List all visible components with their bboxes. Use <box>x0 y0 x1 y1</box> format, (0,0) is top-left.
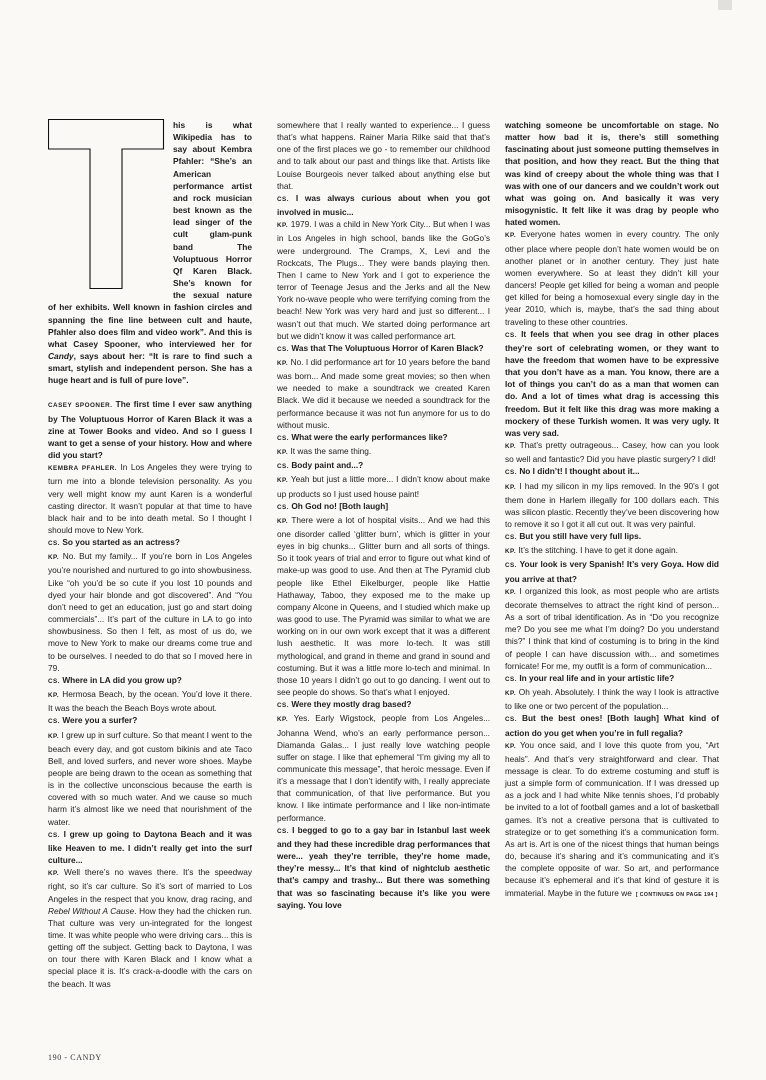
answer: KEMBRA PFAHLER. In Los Angeles they were trying to turn me into a blonde television personality. As you very well might know my aunt Karen is a wonderful casting director. It wasn’t popular at that time to have black hair and to be into death metal. So I thought I should move to New York. <box>48 462 252 535</box>
speaker-tag-cs: CASEY SPOONER. <box>48 402 113 410</box>
answer: KP. I organized this look, as most people who are artists decorate themselves to attract the right kind of person... As a sort of tribal identification. As in “Do you recognize me? Do you see me what I’m doing? Do you understand this?” I think that kind of costuming is to bring in the kind of people I can have discussion with... and sometimes fornicate! For me, my outfit is a form of communication... <box>505 585 719 671</box>
intro-magazine-name: Candy <box>48 350 74 361</box>
column-3 <box>505 119 719 901</box>
column-2 <box>277 119 490 911</box>
drop-cap-t <box>48 119 168 289</box>
answer: KP. It was the same thing. <box>277 446 372 457</box>
question: CS. Were they mostly drag based? <box>277 699 412 710</box>
question: CS. It feels that when you see drag in other places they’re sort of celebrating women, or they want to have the freedom that women have to be expressive that you don’t have as a man. You know, there are a lot of things you can’t do as a man that women can do. And a lot of times what drag is accessing this freedom. But it felt like this drag was more making a mockery of these Turkish women. It was very ugly. It was very sad. <box>505 328 719 438</box>
answer: KP. Oh yeah. Absolutely. I think the way I look is attractive to like one or two percent of the population... <box>505 687 719 712</box>
answer: KP. Yeah but just a little more... I didn’t know about make up products so I just used house paint! <box>277 474 491 499</box>
question: CS. What were the early performances like? <box>277 431 448 442</box>
question: CS. I was always curious about when you got involved in music... <box>277 192 490 218</box>
page-folio: 190 - CANDY <box>48 1053 102 1062</box>
question: CS. Were you a surfer? <box>48 715 138 726</box>
question: CS. But you still have very full lips. <box>505 531 642 542</box>
answer-continued: somewhere that I really wanted to experience... I guess that’s what happens. Rainer Maria Rilke said that that’s one of the first places we go - to remember our childhood and to talk about our past and things like that. Artists like Louise Bourgeois never talked about anything else but that. <box>277 120 490 191</box>
speaker-tag-kp: KEMBRA PFAHLER. <box>48 465 117 473</box>
question: CS. Oh God no! [Both laugh] <box>277 500 389 511</box>
column-1 <box>48 119 252 990</box>
answer: KP. There were a lot of hospital visits... And we had this one disorder called ‘glitter burn’, which is glitter in your eyes in big chunks... Glitter burn and all sorts of things. So it took years of trial and error to figure out what kind of make-up was good to use. And then at The Pyramid club people like Ethel Eikelburger, people like Hattie Hathaway, Taboo, they exposed me to the make up company Alcone in Queens, and I studied which make up was good to use. The Pyramid was similar to what we are working on in our own work except that it was a different lush aesthetic. It was more lo-tech. It was still mythological, and grand in theme and grand in sound and costuming. But it was a little more lo-tech and minimal. In those 10 years I didn’t go out to go dancing. I went out to see people do shows. So that’s what I enjoyed. <box>277 514 491 698</box>
question: CS. I begged to go to a gay bar in Istanbul last week and they had these incredible drag performances that were... yeah they’re terrible, they’re home made, they’re messy... It’s that kind of nightclub aesthetic that’s campy and trashy... But there was something that was so fascinating because it’s like you were saying. You love <box>277 824 490 910</box>
drop-cap <box>48 119 168 289</box>
question-continued: watching someone be uncomfortable on stage. No matter how bad it is, there’s still something fascinating about just someone putting themselves in that position, and how they react. But the thing that was kind of creepy about the whole thing was that I was with one of our dancers and we couldn’t work out what was going on. And basically it was very misogynistic. It felt like it was drag by people who hated women. <box>505 120 719 228</box>
answer: KP. I grew up in surf culture. So that meant I went to the beach every day, and got custom bikinis and ate Taco Bell, and loved surfers, and never wore shoes. Maybe people are being drawn to the ocean as something that is in the collective unconscious because the earth is covered with so much water. And we cause so much harm it’s almost like we need that nourishment of the water. <box>48 729 252 827</box>
corner-mark <box>718 0 732 10</box>
answer: KP. Hermosa Beach, by the ocean. You’d love it there. It was the beach the Beach Boys wrote about. <box>48 689 252 714</box>
question: CS. But the best ones! [Both laugh] What kind of action do you get when you’re in full regalia? <box>505 713 719 738</box>
intro-text-a: his is what Wikipedia has to say about Kembra Pfahler: “She’s an American performance artist and rock musician best known as the lead singer of the cult glam-punk band The Voluptuous Horror Qf Karen Black. She’s known for the sexual nature of her exhibits. Well known in fashion circles and spanning the fine line between cult and haute, Pfahler also does film and video work”. And this is what Casey Spooner, who interviewed her for <box>48 120 252 349</box>
question: CS. So you started as an actress? <box>48 537 180 548</box>
answer: KP. Well there’s no waves there. It’s the speedway right, so it’s car culture. So it’s sort of married to Los Angeles in the respect that you know, drag racing, and Rebel Without A Cause. How they had the chicken run. That culture was very un-integrated for the longest time. It was white people who were driving cars... this is getting off the subject. Getting back to Daytona, I was on tour there with Karen Black and I know what a special place it is. It’s crack-a-doodle with the cars on the beach. It was <box>48 867 252 989</box>
answer: KP. I had my silicon in my lips removed. In the 90’s I got them done in Harlem illegally for 100 dollars each. This was silicon plastic. Recently they’ve been discovering how to remove it so I got it all cut out. It was very painful. <box>505 480 719 529</box>
answer: KP. That’s pretty outrageous... Casey, how can you look so well and fantastic? Did you have plastic surgery? I did! <box>505 440 719 465</box>
continues-note: [ CONTINUES ON PAGE 194 ] <box>635 891 718 898</box>
question: CS. Body paint and...? <box>277 460 364 471</box>
answer: KP. It’s the stitching. I have to get it done again. <box>505 545 678 556</box>
question: CS. Your look is very Spanish! It’s very Goya. How did you arrive at that? <box>505 559 719 584</box>
question: CS. I grew up going to Daytona Beach and it was like Heaven to me. I didn’t really get into the surf culture... <box>48 828 252 866</box>
question: CS. In your real life and in your artistic life? <box>505 672 675 683</box>
answer: KP. Everyone hates women in every country. The only other place where people don’t hate women would be on another planet or in another century. They just hate women everywhere. So at least they didn’t kill your dancers! People get killed for being a woman and people get killed for being a homosexual every single day in the year 2010, which is, maybe, that’s the sad thing about traveling to these other countries. <box>505 229 719 327</box>
question: CS. No I didn’t! I thought about it... <box>505 466 640 477</box>
question: CASEY SPOONER. The first time I ever saw anything by The Voluptuous Horror of Karen Black it was a zine at Tower Books and video. And so I guess I want to get a sense of your history. How and where did you start? <box>48 399 252 461</box>
answer: KP. No. But my family... If you’re born in Los Angeles you’re nourished and nurtured to go into showbusiness. Like “oh you’d be so cute if you lost 10 pounds and dyed your hair blonde and got discovered”. And “You don’t need to get an education, just go and start doing commercials”... It’s part of the culture in LA to go into showbusiness. So then I felt, as most of us do, we move to New York to make our dreams come true and to be ourselves. I needed to do that so I moved here in 79. <box>48 551 252 673</box>
answer: KP. Yes. Early Wigstock, people from Los Angeles... Johanna Wend, who’s an early performance person... Diamanda Galas... I just really love watching people suffer on stage. I like that ephemeral “I’m giving my all to communicate this message”, that heroic message. Even if it’s a message that I don’t identify with, I really appreciate that communication, of that live performance. But you know. I like intimate performance and I like non-intimate performance. <box>277 713 491 823</box>
question: CS. Was that The Voluptuous Horror of Karen Black? <box>277 342 484 353</box>
answer: KP. 1979. I was a child in New York City... But when I was in Los Angeles in high school, bands like the GoGo’s were underground. The Cramps, X, Levi and the Rockcats, The Plugs... They were bands playing then. Then I came to New York and I got to experience the terror of Teenage Jesus and the Jerks and all the New York no-wave people who were terrifying coming from the beach! New York was very hard and just so different... I wasn’t out that much. We started doing performance art but we didn’t know it was called performance art. <box>277 219 490 341</box>
answer: KP. You once said, and I love this quote from you, “Art heals”. And that’s very straightforward and clear. That message is clear. To do extreme costuming and stuff is just a simple form of communication. If I was dressed up as a jock and I had white Nike tennis shoes, I’d probably be invited to a lot of football games and a lot of basketball games. It’s not a creative persona that is cultivated to strategize or to get something it’s a communication form. As art is. Art is one of the nicest things that human beings do, because it’s sharing and it’s communicating and it’s the complete opposite of war. So art, and performance because it’s ephemeral and it’s that kind of gesture it is immaterial. Maybe in the future we [ CONTINUES ON PAGE 194 ] <box>505 739 719 898</box>
answer: KP. No. I did performance art for 10 years before the band was born... And made some great movies; so then when we needed to make a soundtrack we created Karen Black. We did it because we needed a soundtrack for the performance because it was not fun anymore for us to do without music. <box>277 356 490 430</box>
intro-text-b: , says about her: “It is rare to find such a smart, stylish and independent person. She has a huge heart and is full of pure love”. <box>48 350 252 386</box>
question: CS. Where in LA did you grow up? <box>48 674 182 685</box>
